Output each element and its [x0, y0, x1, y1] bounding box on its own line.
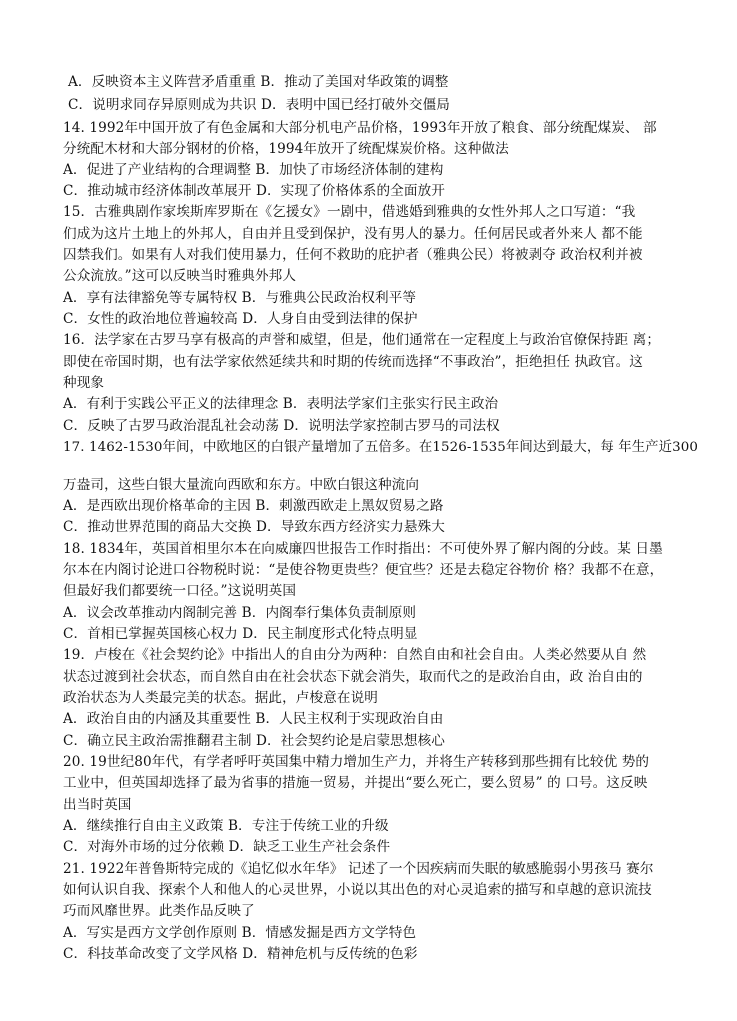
q18-stem-line: 尔本在内阁讨论进口谷物税时说：“是使谷物更贵些？便宜些？还是去稳定谷物价 格？我都不在意， — [63, 562, 664, 578]
q21-options-cd: C．科技革命改变了文学风格 D．精神危机与反传统的色彩 — [63, 946, 418, 962]
q19-options-cd: C．确立民主政治需推翻君主制 D．社会契约论是启蒙思想核心 — [63, 733, 445, 749]
q21-stem-line: 巧而风靡世界。此类作品反映了 — [63, 903, 255, 919]
q13-options-ab: A．反映资本主义阵营矛盾重重 B．推动了美国对华政策的调整 — [68, 74, 449, 90]
q15-stem-line: 囚禁我们。如果有人对我们使用暴力，任何不救助的庇护者（雅典公民）将被剥夺 政治权利并被 — [63, 247, 643, 263]
q17-stem-line: 万盎司，这些白银大量流向西欧和东方。中欧白银这种流向 — [63, 477, 420, 493]
q20-stem-line: 出当时英国 — [63, 797, 132, 813]
q15-stem-line: 们成为这片土地上的外邦人，自由并且受到保护，没有男人的暴力。任何居民或者外来人 都不能 — [63, 226, 643, 242]
q14-stem-line: 分统配木材和大部分钢材的价格，1994年放开了统配煤炭价格。这种做法 — [63, 141, 509, 157]
q14-options-cd: C．推动城市经济体制改革展开 D．实现了价格体系的全面放开 — [63, 183, 445, 199]
q18-options-ab: A．议会改革推动内阁制完善 B．内阁奉行集体负责制原则 — [63, 605, 417, 621]
q14-stem-line: 14. 1992年中国开放了有色金属和大部分机电产品价格，1993年开放了粮食、部分统配煤炭、 部 — [63, 120, 657, 136]
q16-stem-line: 16．法学家在古罗马享有极高的声誉和威望，但是，他们通常在一定程度上与政治官僚保持距 离； — [63, 332, 661, 348]
q18-stem-line: 18. 1834年，英国首相里尔本在向威廉四世报告工作时指出：不可使外界了解内阁的分歧。某 日墨 — [63, 541, 663, 557]
q17-stem-line: 17. 1462-1530年间，中欧地区的白银产量增加了五倍多。在1526-1535年间达到最大，每 年生产近300 — [63, 440, 699, 455]
q15-options-cd: C．女性的政治地位普遍较高 D．人身自由受到法律的保护 — [63, 311, 418, 327]
q16-options-cd: C．反映了古罗马政治混乱社会动荡 D．说明法学家控制古罗马的司法权 — [63, 418, 500, 434]
q16-stem-line: 即使在帝国时期，也有法学家依然延续共和时期的传统而选择“不事政治”，拒绝担任 执政官。这 — [63, 354, 643, 370]
q21-stem-line: 如何认识自我、探索个人和他人的心灵世界，小说以其出色的对心灵追索的描写和卓越的意识流技 — [63, 882, 652, 898]
q21-stem-line: 21. 1922年普鲁斯特完成的《追忆似水年华》 记述了一个因疾病而失眠的敏感脆弱小男孩马 赛尔 — [63, 861, 654, 877]
q19-stem-line: 状态过渡到社会状态，而自然自由在社会状态下就会消失，取而代之的是政治自由，政 治自由的 — [63, 669, 643, 685]
q20-stem-line: 工业中，但英国却选择了最为省事的措施一贸易，并提出“要么死亡，要么贸易” 的 口号。这反映 — [63, 775, 648, 791]
q21-options-ab: A．写实是西方文学创作原则 B．情感发掘是西方文学特色 — [63, 925, 417, 941]
q20-options-cd: C．对海外市场的过分依赖 D．缺乏工业生产社会条件 — [63, 839, 391, 855]
q20-options-ab: A．继续推行自由主义政策 B．专注于传统工业的升级 — [63, 818, 389, 834]
q13-options-cd: C．说明求同存异原则成为共识 D．表明中国已经打破外交僵局 — [68, 97, 450, 113]
q18-stem-line: 但最好我们都要统一口径。”这说明英国 — [63, 583, 297, 599]
q19-stem-line: 政治状态为人类最完美的状态。据此，卢梭意在说明 — [63, 690, 378, 706]
q20-stem-line: 20. 19世纪80年代，有学者呼吁英国集中精力增加生产力，并将生产转移到那些拥有比较优 势的 — [63, 754, 650, 770]
q15-stem-line: 公众流放。”这可以反映当时雅典外邦人 — [63, 268, 297, 284]
q14-options-ab: A．促进了产业结构的合理调整 B．加快了市场经济体制的建构 — [63, 162, 444, 178]
q15-options-ab: A．享有法律豁免等专属特权 B．与雅典公民政治权利平等 — [63, 290, 417, 306]
q17-options-ab: A．是西欧出现价格革命的主因 B．刺激西欧走上黑奴贸易之路 — [63, 498, 444, 514]
q19-options-ab: A．政治自由的内涵及其重要性 B．人民主权利于实现政治自由 — [63, 711, 444, 727]
q18-options-cd: C．首相已掌握英国核心权力 D．民主制度形式化特点明显 — [63, 626, 418, 642]
q16-stem-line: 种现象 — [63, 375, 105, 391]
q16-options-ab: A．有利于实践公平正义的法律理念 B．表明法学家们主张实行民主政治 — [63, 396, 499, 412]
q15-stem-line: 15．古雅典剧作家埃斯库罗斯在《乞援女》一剧中，借逃婚到雅典的女性外邦人之口写道：“我 — [63, 204, 636, 220]
q17-options-cd: C．推动世界范围的商品大交换 D．导致东西方经济实力悬殊大 — [63, 519, 445, 535]
q19-stem-line: 19．卢梭在《社会契约论》中指出人的自由分为两种：自然自由和社会自由。人类必然要从自 然 — [63, 647, 647, 663]
